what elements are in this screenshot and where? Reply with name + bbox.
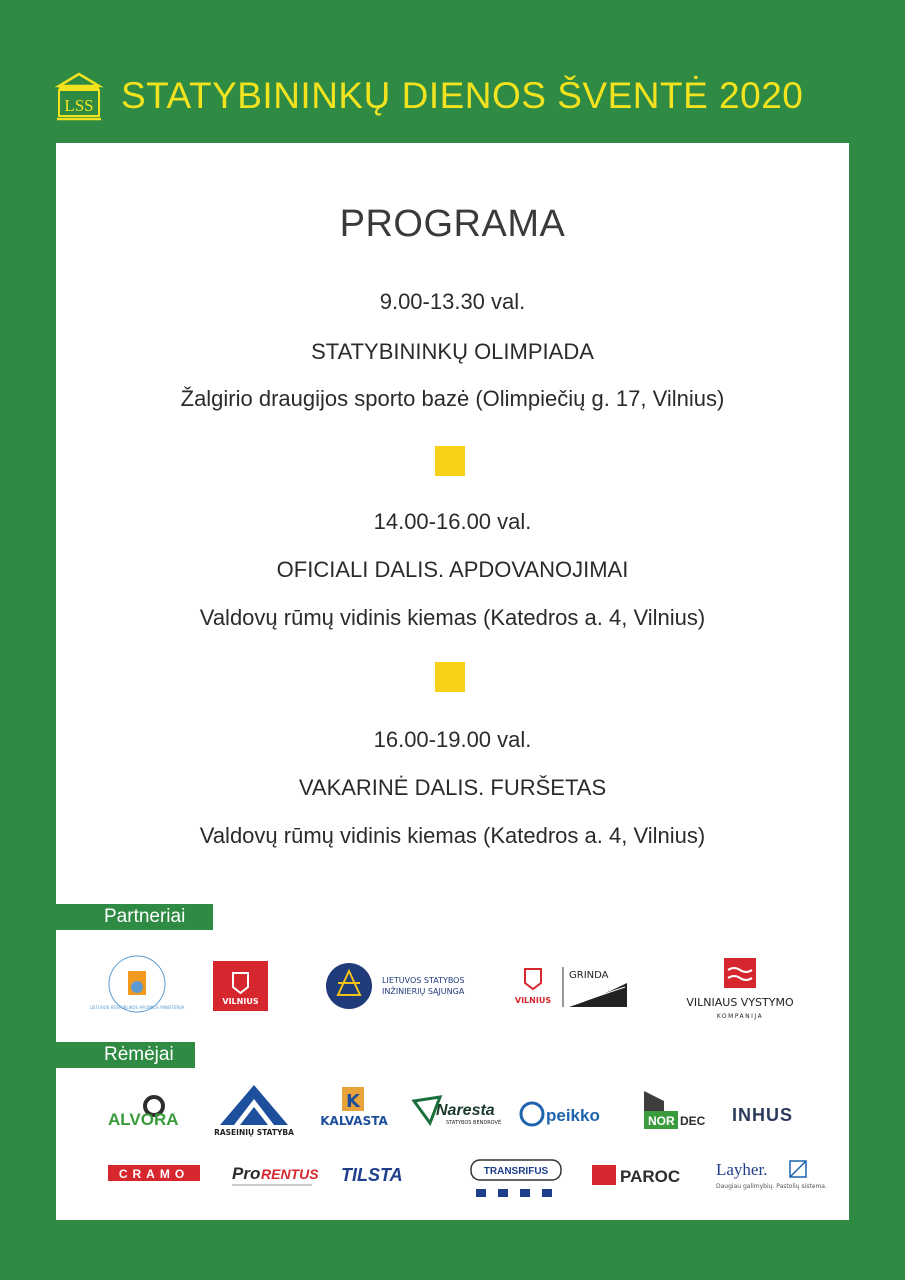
grinda-city-text: VILNIUS (514, 996, 552, 1005)
tilsta-text: TILSTA (341, 1165, 403, 1185)
naresta-text: Naresta (436, 1102, 495, 1119)
slot-name: VAKARINĖ DALIS. FURŠETAS (298, 775, 607, 800)
prorentus-a-text: Pro (232, 1164, 261, 1183)
svg-text:LSS: LSS (64, 96, 94, 115)
peikko-text: peikko (546, 1106, 600, 1125)
grinda-logo (509, 963, 629, 1011)
slot-place: Žalgirio draugijos sporto bazė (Olimpiečių g. 17, Vilnius) (180, 386, 725, 411)
vilniaus-vystymo-logo (664, 958, 814, 1023)
slot-place: Valdovų rūmų vidinis kiemas (Katedros a. 4, Vilnius) (199, 823, 706, 848)
divider-square (435, 662, 465, 692)
vilnius-logo-text: VILNIUS (222, 997, 259, 1006)
raseiniu-statyba-logo (214, 1083, 294, 1138)
alvora-logo (108, 1091, 193, 1131)
svg-text:K: K (346, 1091, 360, 1112)
slot-name: OFICIALI DALIS. APDOVANOJIMAI (276, 557, 629, 582)
prorentus-b-text: RENTUS (261, 1166, 319, 1182)
lss-logo-icon (55, 70, 103, 122)
prorentus-logo (232, 1161, 317, 1189)
transrifus-logo (470, 1159, 562, 1201)
naresta-sub-text: STATYBOS BENDROVĖ (446, 1120, 502, 1126)
nordec-logo (642, 1089, 712, 1131)
slot-time: 16.00-19.00 val. (373, 727, 532, 752)
sponsors-label: Rėmėjai (56, 1042, 195, 1068)
kalvasta-logo (314, 1087, 394, 1137)
vilnius-logo (213, 961, 268, 1011)
event-title: STATYBININKŲ DIENOS ŠVENTĖ 2020 (121, 75, 804, 116)
paroc-logo (592, 1163, 687, 1189)
alvora-text: ALVORA (108, 1110, 179, 1129)
inhus-logo (732, 1103, 812, 1127)
program-title: PROGRAMA (339, 203, 566, 245)
divider-square (435, 446, 465, 476)
engineers-union-logo (324, 961, 469, 1011)
slot-time: 9.00-13.30 val. (379, 289, 526, 314)
nordec-b-text: DEC (680, 1114, 706, 1128)
kalvasta-text: KALVASTA (320, 1114, 388, 1128)
grinda-text: GRINDA (569, 970, 609, 981)
naresta-logo (412, 1093, 502, 1133)
cramo-logo (108, 1163, 200, 1183)
paroc-text: PAROC (620, 1167, 681, 1186)
slot-place: Valdovų rūmų vidinis kiemas (Katedros a. 4, Vilnius) (199, 605, 706, 630)
ministry-logo (89, 953, 185, 1015)
transrifus-text: TRANSRIFUS (483, 1166, 549, 1177)
engineers-line2: INŽINIERIŲ SĄJUNGA (382, 987, 465, 996)
layher-text: Layher. (716, 1160, 768, 1179)
layher-sub-text: Daugiau galimybių. Pastolių sistema. (716, 1183, 827, 1190)
event-header (55, 66, 855, 126)
engineers-line1: LIETUVOS STATYBOS (382, 976, 465, 985)
inhus-text: INHUS (732, 1105, 794, 1125)
layher-logo (716, 1157, 827, 1193)
vystymo-line1: VILNIAUS VYSTYMO (686, 996, 794, 1009)
peikko-logo (518, 1100, 613, 1130)
program-card (56, 143, 849, 1220)
partners-label: Partneriai (56, 904, 213, 930)
vystymo-line2: KOMPANIJA (716, 1013, 764, 1020)
tilsta-logo (341, 1163, 441, 1187)
nordec-a-text: NOR (648, 1114, 675, 1128)
slot-time: 14.00-16.00 val. (373, 509, 532, 534)
ministry-logo-text: LIETUVOS RESPUBLIKOS APLINKOS MINISTERIJA (89, 1005, 185, 1010)
raseiniu-text: RASEINIŲ STATYBA (214, 1128, 294, 1137)
slot-name: STATYBININKŲ OLIMPIADA (311, 339, 594, 364)
cramo-text: CRAMO (118, 1167, 190, 1181)
